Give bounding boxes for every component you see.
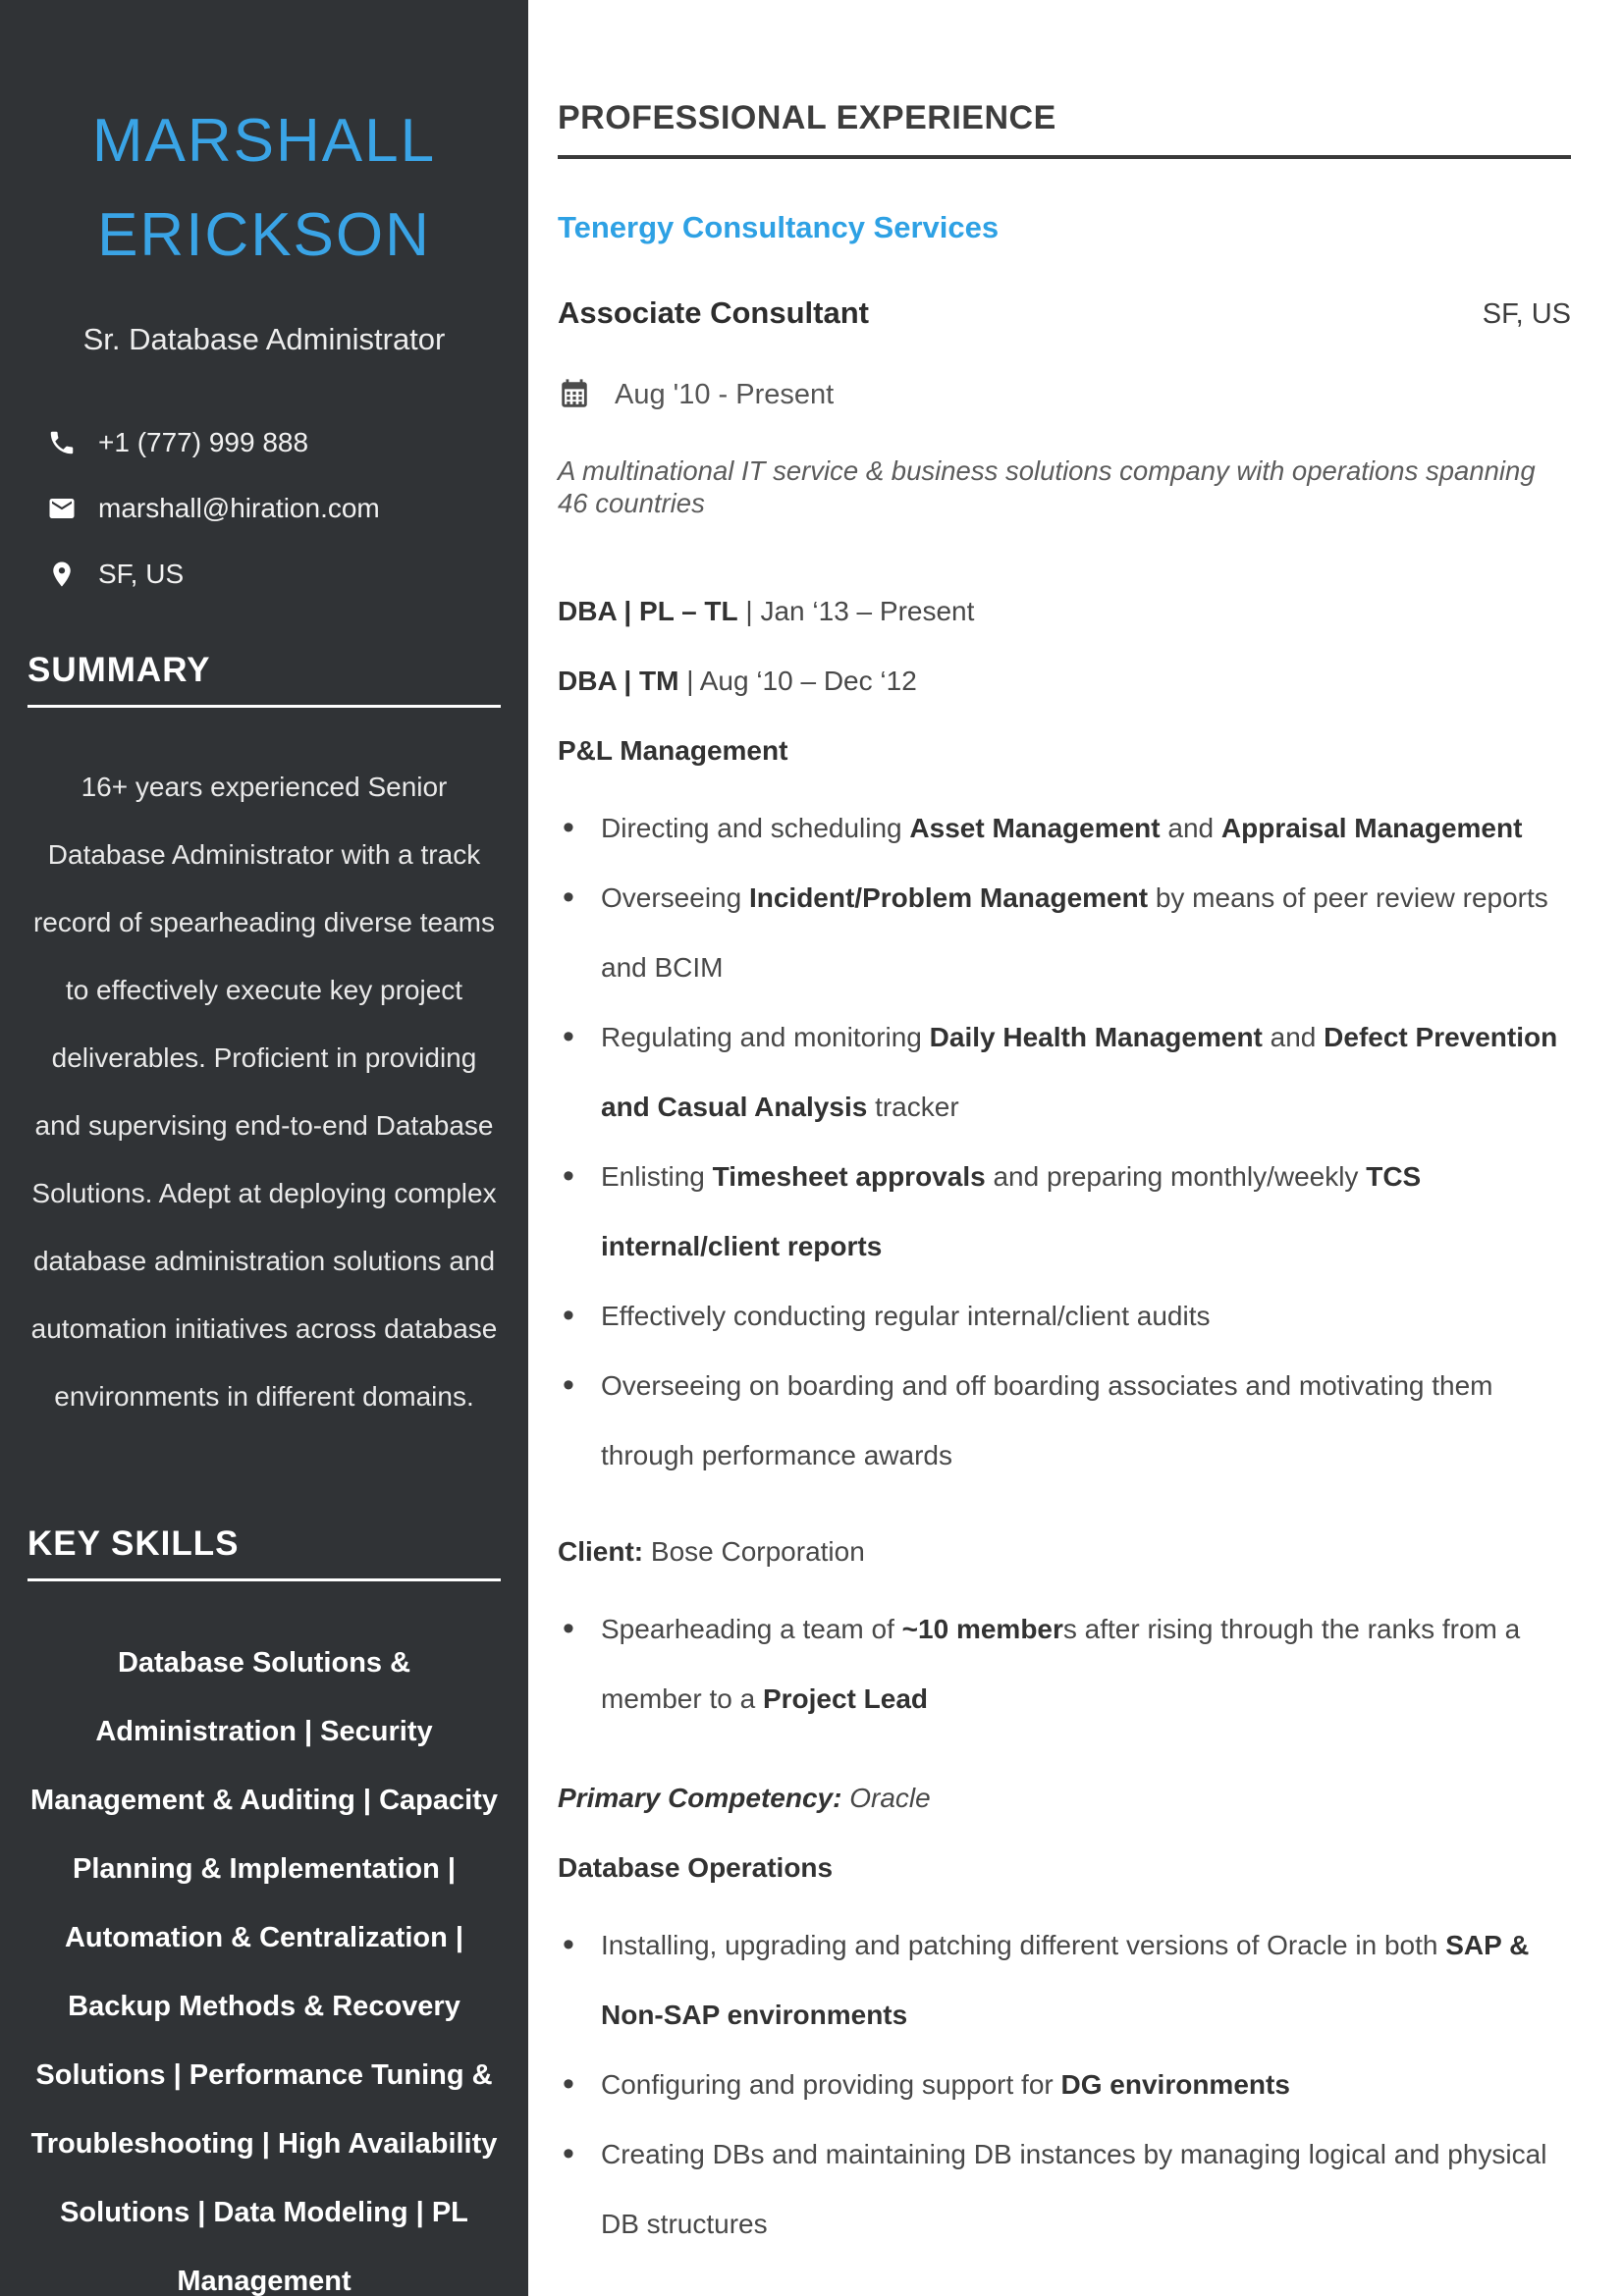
bullet-item: • Overseeing on boarding and off boarding associates and motivating them through performance awards (558, 1351, 1571, 1490)
email-address: marshall@hiration.com (98, 493, 380, 523)
contact-phone-row (47, 426, 501, 459)
database-operations-heading: Database Operations (558, 1852, 834, 1883)
contact-location-row (47, 558, 501, 591)
phone-number: +1 (777) 999 888 (98, 427, 309, 457)
summary-heading: SUMMARY (27, 650, 501, 708)
envelope-icon (47, 494, 77, 523)
candidate-name (27, 94, 501, 283)
primary-competency-line: Primary Competency: Oracle (558, 1783, 931, 1813)
location-text: SF, US (98, 559, 185, 589)
bullet-item: • Directing and scheduling Asset Management and Appraisal Management (558, 793, 1571, 863)
calendar-icon (558, 378, 591, 411)
sidebar (0, 0, 528, 2296)
summary-text: 16+ years experienced Senior Database Administrator with a track record of spearheading diverse teams to effectively execute key project deliverables. Proficient in providing and supervising end-to-end Database Solutions. Adept at deploying complex database administration solutions and automation initiatives across database environments in different domains. (30, 772, 498, 1412)
bullet-item: • Enlisting Timesheet approvals and preparing monthly/weekly TCS internal/client reports (558, 1142, 1571, 1281)
role-location: SF, US (1482, 298, 1571, 330)
bullet-item: • Installing, upgrading and patching different versions of Oracle in both SAP & Non-SAP environments (558, 1910, 1571, 2050)
subrole-line: DBA | TM | Aug ‘10 – Dec ‘12 (558, 666, 917, 696)
location-pin-icon (47, 560, 77, 589)
pl-management-bullets (558, 793, 1571, 1490)
skills-list: Database Solutions & Administration | Security Management & Auditing | Capacity Planning & Implementation | Automation & Centralization | Backup Methods & Recovery Solutions | Performance Tuning & Troubleshooting | High Availability Solutions | Data Modeling | PL Management (30, 1647, 498, 2296)
role-title: Associate Consultant (558, 295, 869, 330)
job-title: Sr. Database Administrator (82, 322, 446, 356)
contact-list (27, 426, 501, 591)
contact-email-row (47, 492, 501, 525)
client-line: Client: Bose Corporation (558, 1536, 865, 1567)
company-name: Tenergy Consultancy Services (558, 210, 1000, 244)
subrole-line: DBA | PL – TL | Jan ‘13 – Present (558, 596, 975, 626)
phone-icon (47, 428, 77, 457)
section-heading-professional-experience: PROFESSIONAL EXPERIENCE (558, 98, 1571, 159)
bullet-item: • Spearheading a team of ~10 members after rising through the ranks from a member to a Project Lead (558, 1594, 1571, 1734)
role-row (558, 294, 1571, 332)
database-operations-bullets (558, 1910, 1571, 2259)
company-description: A multinational IT service & business solutions company with operations spanning 46 countries (558, 455, 1536, 518)
client-bullets (558, 1594, 1571, 1734)
pl-management-heading: P&L Management (558, 735, 788, 766)
date-range: Aug '10 - Present (615, 379, 835, 410)
name-line-1: MARSHALL (91, 107, 437, 175)
key-skills-heading: KEY SKILLS (27, 1523, 501, 1581)
name-line-2: ERICKSON (97, 201, 431, 269)
bullet-item: • Overseeing Incident/Problem Management by means of peer review reports and BCIM (558, 863, 1571, 1002)
bullet-item: • Configuring and providing support for DG environments (558, 2050, 1571, 2119)
bullet-item: • Effectively conducting regular internal/client audits (558, 1281, 1571, 1351)
experience-details (558, 576, 1571, 2259)
date-row (558, 376, 1571, 413)
bullet-item: • Regulating and monitoring Daily Health Management and Defect Prevention and Casual Analysis tracker (558, 1002, 1571, 1142)
bullet-item: • Creating DBs and maintaining DB instances by managing logical and physical DB structures (558, 2119, 1571, 2259)
main-column (528, 0, 1623, 2259)
